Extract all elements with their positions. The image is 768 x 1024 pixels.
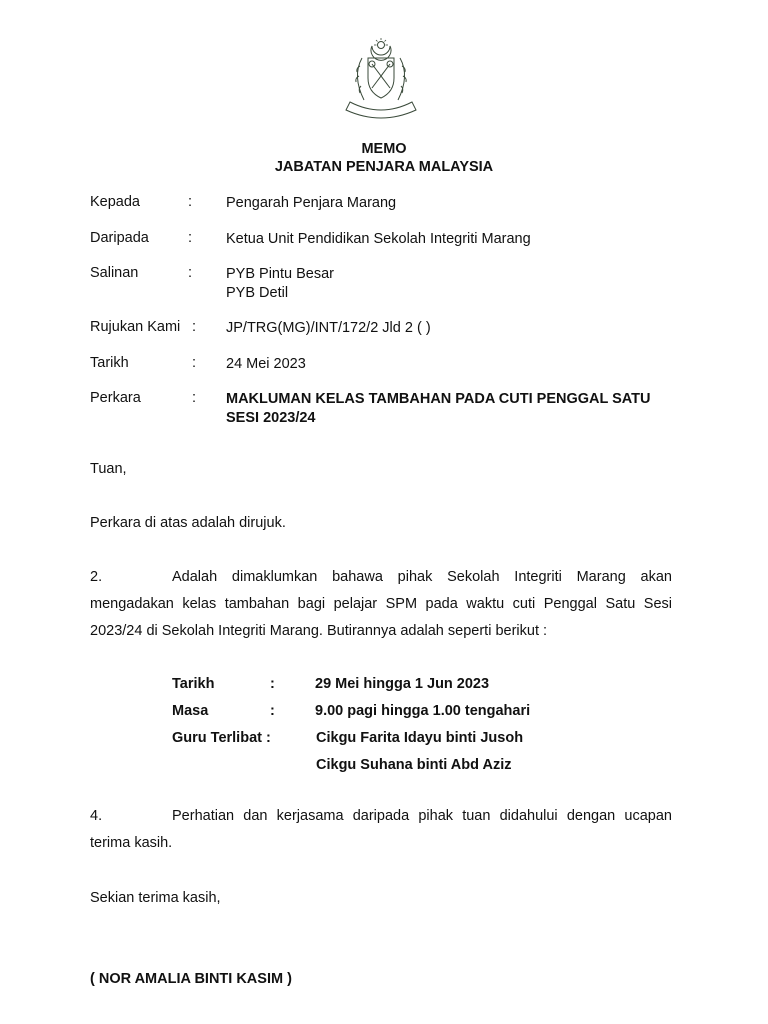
field-value: Pengarah Penjara Marang — [226, 195, 397, 211]
prison-department-crest-logo — [342, 36, 420, 122]
field-label: Tarikh — [90, 355, 129, 371]
field-colon: : — [188, 194, 193, 210]
field-colon: : — [192, 355, 197, 371]
field-colon: : — [188, 230, 193, 246]
field-value: PYB Pintu Besar — [226, 266, 334, 282]
field-label: Perkara — [90, 390, 141, 406]
field-colon: : — [192, 319, 197, 335]
paragraph-number: 4. — [90, 808, 103, 824]
paragraph-2 — [90, 564, 672, 645]
field-label: Salinan — [90, 265, 139, 281]
detail-value: 9.00 pagi hingga 1.00 tengahari — [315, 703, 531, 719]
field-value: 24 Mei 2023 — [226, 356, 306, 372]
memo-heading: MEMO — [361, 141, 407, 157]
detail-colon: : — [270, 703, 275, 719]
closing-text: Sekian terima kasih, — [90, 890, 221, 906]
detail-colon: : — [270, 676, 275, 692]
intro-text: Perkara di atas adalah dirujuk. — [90, 515, 286, 531]
paragraph-number: 2. — [90, 569, 103, 585]
subject-value: MAKLUMAN KELAS TAMBAHAN PADA CUTI PENGGAL SATU SESI 2023/24 — [226, 391, 651, 426]
signatory-name: ( NOR AMALIA BINTI KASIM ) — [90, 971, 292, 987]
field-colon: : — [188, 265, 193, 281]
field-label: Rujukan Kami — [90, 319, 181, 335]
salutation: Tuan, — [90, 461, 127, 477]
department-heading: JABATAN PENJARA MALAYSIA — [274, 159, 494, 175]
paragraph-text: Adalah dimaklumkan bahawa pihak Sekolah Integriti Marang akan mengadakan kelas tambahan bagi pelajar SPM pada waktu cuti Penggal Satu Sesi 2023/24 di Sekolah Integriti Marang. Butirannya adalah seperti berikut : — [90, 569, 672, 639]
field-value-line2: PYB Detil — [226, 285, 289, 301]
field-colon: : — [192, 390, 197, 406]
field-value: JP/TRG(MG)/INT/172/2 Jld 2 ( ) — [226, 320, 431, 336]
paragraph-4 — [90, 803, 672, 857]
detail-label: Masa — [172, 703, 209, 719]
detail-value: 29 Mei hingga 1 Jun 2023 — [315, 676, 490, 692]
field-label: Daripada — [90, 230, 149, 246]
paragraph-text: Perhatian dan kerjasama daripada pihak tuan didahului dengan ucapan terima kasih. — [90, 808, 672, 851]
field-value: Ketua Unit Pendidikan Sekolah Integriti Marang — [226, 231, 531, 247]
detail-label: Tarikh — [172, 676, 215, 692]
detail-label: Guru Terlibat : — [172, 730, 271, 746]
detail-value: Cikgu Farita Idayu binti Jusoh — [316, 730, 524, 746]
field-label: Kepada — [90, 194, 140, 210]
detail-value: Cikgu Suhana binti Abd Aziz — [316, 757, 512, 773]
